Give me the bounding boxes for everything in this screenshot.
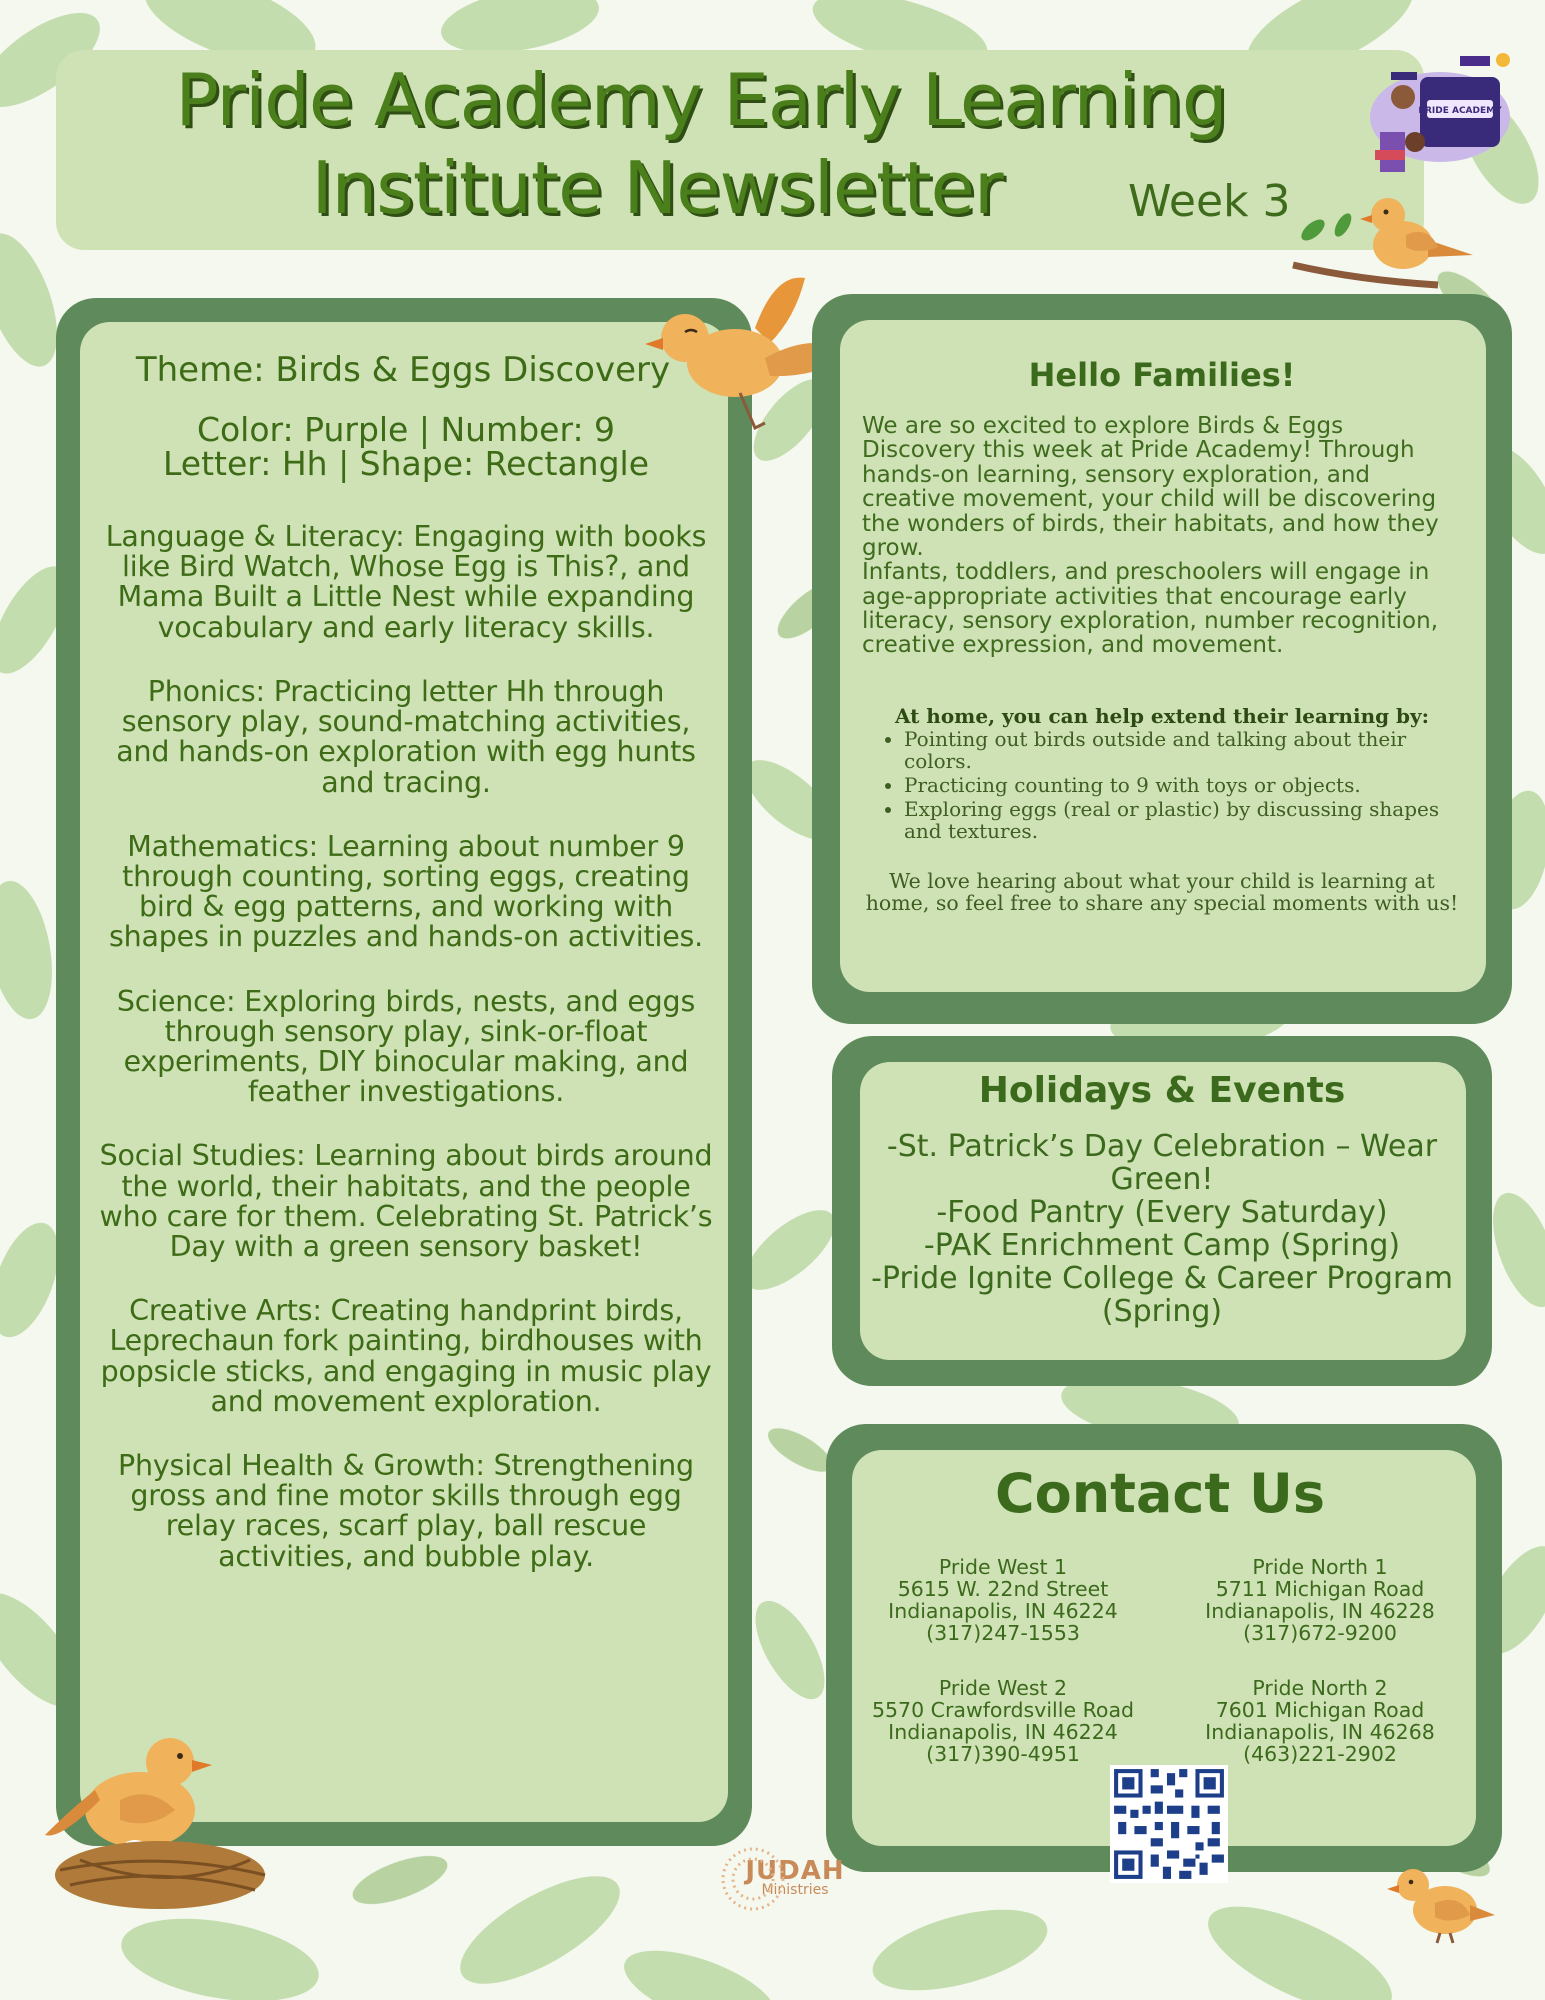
location-city: Indianapolis, IN 46224 — [888, 1720, 1118, 1745]
list-item: -St. Patrick’s Day Celebration – Wear Green! — [886, 1129, 1438, 1197]
location-street: 5615 W. 22nd Street — [897, 1577, 1109, 1602]
location-city: Indianapolis, IN 46268 — [1205, 1720, 1435, 1745]
closing-note: We love hearing about what your child is learning at home, so feel free to share any special moments with us! — [865, 868, 1459, 916]
location-name: Pride North 1 — [1252, 1555, 1388, 1579]
location-phone[interactable]: (317)390-4951 — [926, 1742, 1080, 1767]
location-street: 7601 Michigan Road — [1215, 1698, 1425, 1723]
location-city: Indianapolis, IN 46224 — [888, 1599, 1118, 1624]
location-name: Pride North 2 — [1252, 1676, 1388, 1700]
judah-sub: Ministries — [761, 1882, 829, 1898]
pride-academy-logo — [1365, 42, 1515, 182]
language-literacy-paragraph: Language & Literacy: Engaging with books like Bird Watch, Whose Egg is This?, and Mama Built a Little Nest while expanding vocabulary and early literacy skills. — [105, 520, 707, 644]
newsletter-title-line1: Pride Academy Early Learning — [175, 58, 1227, 142]
location-phone[interactable]: (317)247-1553 — [926, 1621, 1080, 1646]
list-item: -Pride Ignite College & Career Program (Spring) — [871, 1261, 1453, 1329]
theme-line: Theme: Birds & Eggs Discovery — [135, 350, 671, 390]
physical-health-paragraph: Physical Health & Growth: Strengthening gross and fine motor skills through egg relay races, scarf play, ball rescue activities, and bubble play. — [118, 1448, 694, 1573]
location-pride-west-2 — [853, 1677, 1153, 1766]
at-home-list — [904, 728, 1462, 842]
location-name: Pride West 2 — [938, 1676, 1068, 1700]
color-number-line: Color: Purple | Number: 9 — [196, 409, 616, 449]
location-phone[interactable]: (317)672-9200 — [1243, 1621, 1397, 1646]
list-item: • Practicing counting to 9 with toys or objects. — [904, 774, 1462, 796]
location-street: 5711 Michigan Road — [1215, 1577, 1425, 1602]
at-home-title: At home, you can help extend their learning by: — [894, 703, 1430, 728]
location-name: Pride West 1 — [938, 1555, 1068, 1579]
curriculum-content — [96, 350, 716, 1606]
phonics-paragraph: Phonics: Practicing letter Hh through sensory play, sound-matching activities, and hands-on exploration with egg hunts and tracing. — [116, 674, 696, 799]
qr-code[interactable] — [1110, 1765, 1228, 1883]
holidays-events-title: Holidays & Events — [978, 1070, 1346, 1111]
small-bird-illustration — [1385, 1855, 1495, 1945]
location-pride-west-1 — [853, 1556, 1153, 1645]
judah-name: JUDAH — [745, 1856, 845, 1886]
hello-paragraph-1: We are so excited to explore Birds & Eggs Discovery this week at Pride Academy! Through hands-on learning, sensory exploration, and creative movement, your child will be discovering the wonders of birds, their habitats, and how they grow. — [862, 413, 1439, 561]
location-pride-north-2 — [1170, 1677, 1470, 1766]
dotted-circle-icon — [718, 1844, 788, 1914]
list-item: • Exploring eggs (real or plastic) by discussing shapes and textures. — [904, 798, 1462, 842]
letter-shape-line: Letter: Hh | Shape: Rectangle — [162, 444, 650, 484]
location-pride-north-1 — [1170, 1556, 1470, 1645]
list-item: • Pointing out birds outside and talking about their colors. — [904, 728, 1462, 772]
location-city: Indianapolis, IN 46228 — [1205, 1599, 1435, 1624]
social-studies-paragraph: Social Studies: Learning about birds around the world, their habitats, and the people who care for them. Celebrating St. Patrick’s Day with a green sensory basket! — [99, 1139, 713, 1263]
creative-arts-paragraph: Creative Arts: Creating handprint birds, Leprechaun fork painting, birdhouses with popsicle sticks, and engaging in music play and movement exploration. — [100, 1294, 712, 1418]
week-label: Week 3 — [1128, 176, 1291, 227]
location-street: 5570 Crawfordsville Road — [871, 1698, 1135, 1723]
logo-text: PRIDE ACADEMY — [1418, 106, 1502, 116]
contact-title: Contact Us — [994, 1462, 1326, 1525]
events-list — [862, 1130, 1462, 1328]
location-phone[interactable]: (463)221-2902 — [1243, 1742, 1397, 1767]
list-item: -PAK Enrichment Camp (Spring) — [923, 1228, 1401, 1263]
hello-families-title: Hello Families! — [1028, 356, 1296, 394]
hello-families-content — [862, 356, 1462, 915]
judah-ministries-logo — [720, 1856, 870, 1898]
bird-on-nest-illustration — [40, 1690, 290, 1920]
science-paragraph: Science: Exploring birds, nests, and eggs through sensory play, sink-or-float experiments, DIY binocular making, and feather investigations. — [116, 984, 696, 1109]
list-item: -Food Pantry (Every Saturday) — [936, 1195, 1388, 1230]
mathematics-paragraph: Mathematics: Learning about number 9 through counting, sorting eggs, creating bird & egg patterns, and working with shapes in puzzles and hands-on activities. — [108, 829, 704, 954]
newsletter-title-line2: Institute Newsletter — [311, 146, 1003, 230]
hello-paragraph-2: Infants, toddlers, and preschoolers will engage in age-appropriate activities that encourage early literacy, sensory exploration, number recognition, creative expression, and movement. — [862, 559, 1438, 659]
